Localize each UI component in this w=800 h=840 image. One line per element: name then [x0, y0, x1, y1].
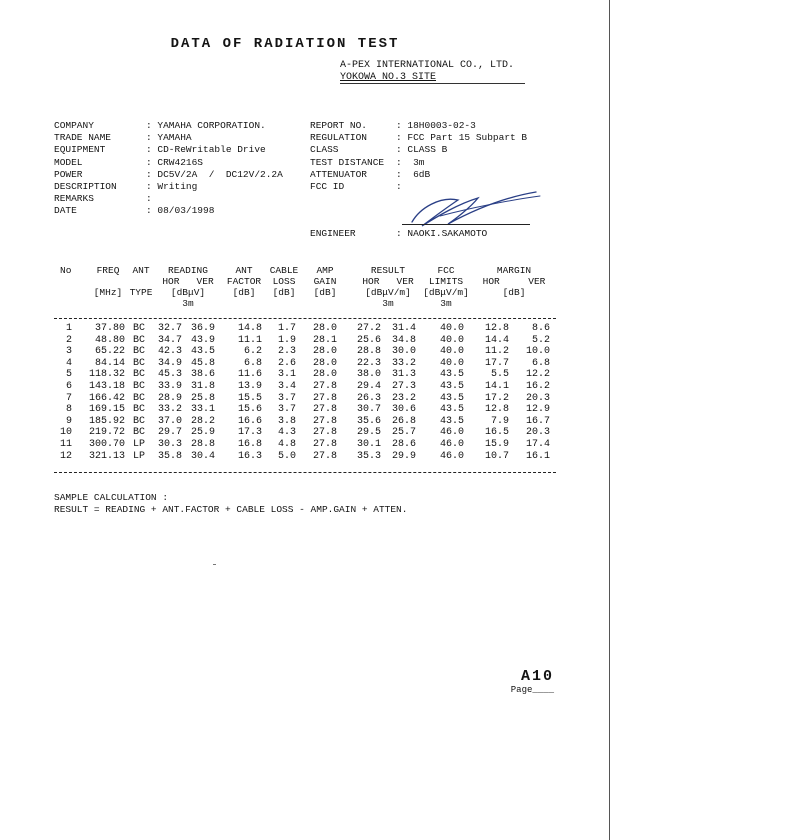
cell-result-ver: 31.3	[391, 369, 416, 381]
lab-header	[340, 60, 525, 84]
cell-margin-ver: 10.0	[525, 346, 550, 358]
header-no: No	[60, 265, 72, 276]
cell-result-ver: 30.0	[391, 346, 416, 358]
header-amp2: GAIN	[313, 276, 337, 287]
cell-ant-type: BC	[133, 334, 146, 346]
equipment-field-label: DESCRIPTION	[54, 181, 117, 193]
cell-margin-hor: 16.5	[484, 427, 509, 439]
cell-margin-hor: 14.4	[484, 334, 509, 346]
cell-cable-loss: 3.7	[277, 392, 296, 404]
engineer-value: : NAOKI.SAKAMOTO	[396, 228, 488, 239]
cell-no: 9	[65, 415, 72, 427]
cell-amp-gain: 28.0	[312, 323, 337, 334]
report-info	[310, 120, 527, 193]
cell-margin-ver: 20.3	[525, 392, 550, 404]
report-field-label: REPORT NO.	[310, 120, 368, 131]
equipment-info	[54, 120, 283, 218]
equipment-field-row	[54, 169, 283, 181]
cell-result-ver: 30.6	[391, 404, 416, 416]
cell-cable-loss: 4.8	[277, 439, 296, 450]
cell-amp-gain: 28.0	[312, 346, 337, 358]
equipment-field-value: : CRW4216S	[146, 156, 204, 168]
page-marker	[494, 668, 554, 695]
equipment-field-label: EQUIPMENT	[54, 144, 106, 156]
cell-reading-ver: 25.8	[190, 392, 215, 404]
cell-result-ver: 28.6	[391, 439, 416, 450]
cell-amp-gain: 28.1	[312, 334, 337, 346]
cell-ant-type: BC	[133, 357, 146, 369]
cell-cable-loss: 3.7	[277, 404, 296, 416]
report-field-label: ATTENUATOR	[310, 168, 368, 180]
cell-reading-ver: 43.9	[190, 334, 215, 346]
header-result-unit: [dBμV/m]	[365, 287, 411, 298]
cell-result-ver: 27.3	[391, 381, 416, 392]
cell-cable-loss: 2.6	[277, 357, 296, 369]
header-fcc: FCC	[437, 265, 455, 276]
cell-reading-hor: 30.3	[157, 439, 182, 450]
cell-reading-hor: 33.2	[157, 404, 182, 416]
header-ant: ANT	[132, 265, 150, 276]
report-field-row	[310, 120, 527, 132]
equipment-field-label: COMPANY	[54, 120, 94, 131]
cell-ant-factor: 14.8	[237, 323, 262, 334]
cell-fcc-limit: 43.5	[439, 392, 464, 404]
cell-freq: 65.22	[94, 346, 125, 358]
cell-freq: 300.70	[88, 439, 125, 450]
cell-fcc-limit: 40.0	[439, 357, 464, 369]
cell-amp-gain: 28.0	[312, 357, 337, 369]
cell-freq: 169.15	[88, 404, 125, 416]
cell-fcc-limit: 43.5	[439, 415, 464, 427]
header-ant-factor-unit: [dB]	[232, 287, 256, 298]
cell-reading-hor: 34.7	[157, 334, 182, 346]
page-label: Page____	[510, 685, 554, 695]
cell-margin-ver: 12.9	[525, 404, 550, 416]
table-bottom-rule	[54, 472, 556, 473]
cell-margin-ver: 16.2	[525, 381, 550, 392]
cell-result-hor: 26.3	[356, 392, 381, 404]
cell-margin-ver: 8.6	[531, 323, 550, 334]
cell-reading-ver: 28.2	[190, 415, 215, 427]
header-ant-factor: ANT	[235, 265, 253, 276]
report-field-value: : 6dB	[396, 168, 431, 180]
header-freq-unit: [MHz]	[93, 287, 123, 298]
report-field-value: : FCC Part 15 Subpart B	[396, 132, 528, 144]
cell-no: 4	[65, 357, 72, 369]
report-field-row	[310, 169, 527, 181]
cell-margin-ver: 20.3	[525, 427, 550, 439]
calc-formula: RESULT = READING + ANT.FACTOR + CABLE LOSS - AMP.GAIN + ATTEN.	[54, 504, 408, 515]
cell-cable-loss: 3.8	[277, 415, 296, 427]
cell-fcc-limit: 43.5	[439, 381, 464, 392]
cell-reading-ver: 36.9	[190, 323, 215, 334]
cell-result-hor: 35.3	[356, 450, 381, 462]
header-margin-sub: HOR VER	[482, 276, 546, 287]
cell-no: 2	[65, 334, 72, 346]
cell-margin-ver: 5.2	[531, 334, 550, 346]
cell-no: 8	[65, 404, 72, 416]
cell-no: 12	[59, 450, 72, 462]
cell-margin-hor: 17.2	[484, 392, 509, 404]
header-margin: MARGIN	[496, 265, 532, 276]
cell-fcc-limit: 40.0	[439, 346, 464, 358]
equipment-field-label: POWER	[54, 168, 83, 180]
cell-margin-hor: 12.8	[484, 323, 509, 334]
cell-margin-hor: 17.7	[484, 357, 509, 369]
header-result-dist: 3m	[382, 298, 394, 309]
cell-reading-hor: 42.3	[157, 346, 182, 358]
cell-freq: 185.92	[88, 415, 125, 427]
header-cable2: LOSS	[272, 276, 296, 287]
cell-margin-ver: 12.2	[525, 369, 550, 381]
cell-margin-ver: 16.7	[525, 415, 550, 427]
cell-freq: 37.80	[94, 323, 125, 334]
cell-cable-loss: 1.7	[277, 323, 296, 334]
equipment-field-value: : DC5V/2A / DC12V/2.2A	[146, 168, 283, 180]
header-ant-type: TYPE	[129, 287, 153, 298]
page-number: A10	[520, 668, 554, 685]
lab-site: YOKOWA NO.3 SITE	[340, 72, 437, 83]
cell-reading-hor: 28.9	[157, 392, 182, 404]
cell-fcc-limit: 46.0	[439, 450, 464, 462]
cell-reading-hor: 45.3	[157, 369, 182, 381]
cell-amp-gain: 27.8	[312, 381, 337, 392]
document-title: DATA OF RADIATION TEST	[170, 36, 400, 52]
equipment-field-row	[54, 120, 283, 132]
report-field-label: TEST DISTANCE	[310, 156, 385, 168]
cell-ant-type: BC	[133, 392, 146, 404]
cell-reading-hor: 33.9	[157, 381, 182, 392]
header-reading-sub: HOR VER	[162, 276, 214, 287]
cell-margin-ver: 17.4	[525, 439, 550, 450]
cell-freq: 321.13	[88, 450, 125, 462]
lab-name: A-PEX INTERNATIONAL CO., LTD.	[340, 60, 515, 71]
cell-reading-hor: 29.7	[157, 427, 182, 439]
cell-reading-ver: 45.8	[190, 357, 215, 369]
cell-ant-type: BC	[133, 323, 146, 334]
table-top-rule	[54, 318, 556, 319]
cell-ant-type: BC	[133, 381, 146, 392]
cell-reading-ver: 33.1	[190, 404, 215, 416]
equipment-field-value: :	[146, 193, 152, 205]
sample-calculation	[54, 492, 407, 516]
cell-ant-factor: 15.5	[237, 392, 262, 404]
header-fcc-dist: 3m	[440, 298, 452, 309]
cell-margin-hor: 11.2	[484, 346, 509, 358]
report-field-value: : 18H0003-02-3	[396, 120, 476, 131]
header-reading-dist: 3m	[182, 298, 194, 309]
equipment-field-row	[54, 181, 283, 193]
equipment-field-value: : YAMAHA CORPORATION.	[146, 120, 266, 131]
cell-margin-hor: 5.5	[490, 369, 509, 381]
cell-amp-gain: 27.8	[312, 427, 337, 439]
cell-result-ver: 29.9	[391, 450, 416, 462]
header-reading-unit: [dBμV]	[170, 287, 206, 298]
cell-margin-hor: 15.9	[484, 439, 509, 450]
cell-cable-loss: 4.3	[277, 427, 296, 439]
equipment-field-value: : Writing	[146, 181, 198, 193]
report-field-value: :	[396, 181, 402, 193]
cell-ant-type: BC	[133, 415, 146, 427]
cell-ant-factor: 6.2	[243, 346, 262, 358]
cell-ant-factor: 13.9	[237, 381, 262, 392]
equipment-field-value: : CD-ReWritable Drive	[146, 144, 266, 156]
signature-line	[402, 224, 530, 225]
equipment-field-value: : YAMAHA	[146, 132, 192, 144]
report-field-value: : 3m	[396, 156, 425, 168]
cell-result-ver: 26.8	[391, 415, 416, 427]
cell-fcc-limit: 40.0	[439, 323, 464, 334]
cell-reading-ver: 30.4	[190, 450, 215, 462]
engineer-row	[310, 228, 487, 240]
cell-ant-factor: 6.8	[243, 357, 262, 369]
report-field-label: CLASS	[310, 144, 339, 156]
equipment-field-value: : 08/03/1998	[146, 205, 215, 217]
cell-fcc-limit: 43.5	[439, 404, 464, 416]
cell-result-hor: 29.4	[356, 381, 381, 392]
equipment-field-row	[54, 132, 283, 144]
cell-margin-hor: 12.8	[484, 404, 509, 416]
cell-freq: 166.42	[88, 392, 125, 404]
scan-speck	[213, 564, 216, 565]
cell-no: 5	[65, 369, 72, 381]
cell-ant-factor: 17.3	[237, 427, 262, 439]
cell-freq: 48.80	[94, 334, 125, 346]
cell-ant-type: BC	[133, 404, 146, 416]
cell-reading-ver: 38.6	[190, 369, 215, 381]
report-field-label: REGULATION	[310, 132, 368, 144]
equipment-field-label: REMARKS	[54, 193, 94, 205]
cell-amp-gain: 27.8	[312, 415, 337, 427]
cell-reading-ver: 25.9	[190, 427, 215, 439]
cell-amp-gain: 27.8	[312, 439, 337, 450]
equipment-field-label: MODEL	[54, 156, 83, 168]
cell-reading-ver: 31.8	[190, 381, 215, 392]
cell-result-hor: 30.7	[356, 404, 381, 416]
cell-amp-gain: 28.0	[312, 369, 337, 381]
header-amp-unit: [dB]	[313, 287, 337, 298]
header-reading: READING	[168, 265, 208, 276]
cell-result-ver: 23.2	[391, 392, 416, 404]
cell-no: 10	[59, 427, 72, 439]
cell-cable-loss: 3.4	[277, 381, 296, 392]
cell-no: 1	[65, 323, 72, 334]
cell-no: 3	[65, 346, 72, 358]
cell-reading-ver: 43.5	[190, 346, 215, 358]
header-margin-unit: [dB]	[502, 287, 526, 298]
cell-result-ver: 31.4	[391, 323, 416, 334]
header-ant-factor2: FACTOR	[226, 276, 262, 287]
cell-result-hor: 29.5	[356, 427, 381, 439]
cell-result-hor: 27.2	[356, 323, 381, 334]
cell-margin-ver: 6.8	[531, 357, 550, 369]
equipment-field-label: TRADE NAME	[54, 132, 112, 144]
equipment-field-label: DATE	[54, 205, 77, 217]
cell-freq: 118.32	[88, 369, 125, 381]
cell-result-ver: 25.7	[391, 427, 416, 439]
cell-freq: 219.72	[88, 427, 125, 439]
report-field-row	[310, 132, 527, 144]
cell-freq: 84.14	[94, 357, 125, 369]
header-result: RESULT	[370, 265, 406, 276]
cell-margin-hor: 7.9	[490, 415, 509, 427]
cell-ant-type: LP	[133, 439, 146, 450]
cell-margin-ver: 16.1	[525, 450, 550, 462]
cell-ant-type: BC	[133, 369, 146, 381]
cell-margin-hor: 14.1	[484, 381, 509, 392]
cell-amp-gain: 27.8	[312, 404, 337, 416]
cell-result-hor: 22.3	[356, 357, 381, 369]
cell-ant-factor: 15.6	[237, 404, 262, 416]
header-fcc-unit: [dBμV/m]	[423, 287, 469, 298]
cell-amp-gain: 27.8	[312, 392, 337, 404]
equipment-field-row	[54, 205, 283, 217]
header-cable-unit: [dB]	[272, 287, 296, 298]
cell-ant-type: BC	[133, 346, 146, 358]
cell-cable-loss: 5.0	[277, 450, 296, 462]
equipment-field-row	[54, 144, 283, 156]
equipment-field-row	[54, 157, 283, 169]
cell-no: 6	[65, 381, 72, 392]
cell-ant-type: LP	[133, 450, 146, 462]
cell-reading-hor: 37.0	[157, 415, 182, 427]
report-field-row	[310, 157, 527, 169]
cell-result-ver: 33.2	[391, 357, 416, 369]
cell-ant-type: BC	[133, 427, 146, 439]
cell-ant-factor: 11.6	[237, 369, 262, 381]
header-freq: FREQ	[96, 265, 120, 276]
cell-result-hor: 30.1	[356, 439, 381, 450]
cell-no: 7	[65, 392, 72, 404]
report-field-label: FCC ID	[310, 181, 345, 193]
cell-result-hor: 35.6	[356, 415, 381, 427]
cell-no: 11	[59, 439, 72, 450]
calc-title: SAMPLE CALCULATION :	[54, 492, 169, 503]
cell-fcc-limit: 43.5	[439, 369, 464, 381]
cell-result-hor: 38.0	[356, 369, 381, 381]
cell-reading-hor: 32.7	[157, 323, 182, 334]
cell-amp-gain: 27.8	[312, 450, 337, 462]
cell-cable-loss: 3.1	[277, 369, 296, 381]
header-result-sub: HOR VER	[362, 276, 414, 287]
cell-ant-factor: 16.3	[237, 450, 262, 462]
cell-ant-factor: 16.8	[237, 439, 262, 450]
header-amp: AMP	[316, 265, 334, 276]
cell-ant-factor: 11.1	[237, 334, 262, 346]
cell-result-hor: 25.6	[356, 334, 381, 346]
cell-fcc-limit: 40.0	[439, 334, 464, 346]
cell-fcc-limit: 46.0	[439, 427, 464, 439]
cell-reading-hor: 34.9	[157, 357, 182, 369]
cell-cable-loss: 2.3	[277, 346, 296, 358]
header-fcc2: LIMITS	[428, 276, 464, 287]
cell-fcc-limit: 46.0	[439, 439, 464, 450]
cell-result-hor: 28.8	[356, 346, 381, 358]
cell-cable-loss: 1.9	[277, 334, 296, 346]
cell-result-ver: 34.8	[391, 334, 416, 346]
report-field-row	[310, 144, 527, 156]
cell-freq: 143.18	[88, 381, 125, 392]
engineer-label: ENGINEER	[310, 228, 356, 239]
equipment-field-row	[54, 193, 283, 205]
cell-ant-factor: 16.6	[237, 415, 262, 427]
report-field-value: : CLASS B	[396, 144, 448, 156]
cell-margin-hor: 10.7	[484, 450, 509, 462]
cell-reading-hor: 35.8	[157, 450, 182, 462]
header-cable: CABLE	[269, 265, 299, 276]
cell-reading-ver: 28.8	[190, 439, 215, 450]
